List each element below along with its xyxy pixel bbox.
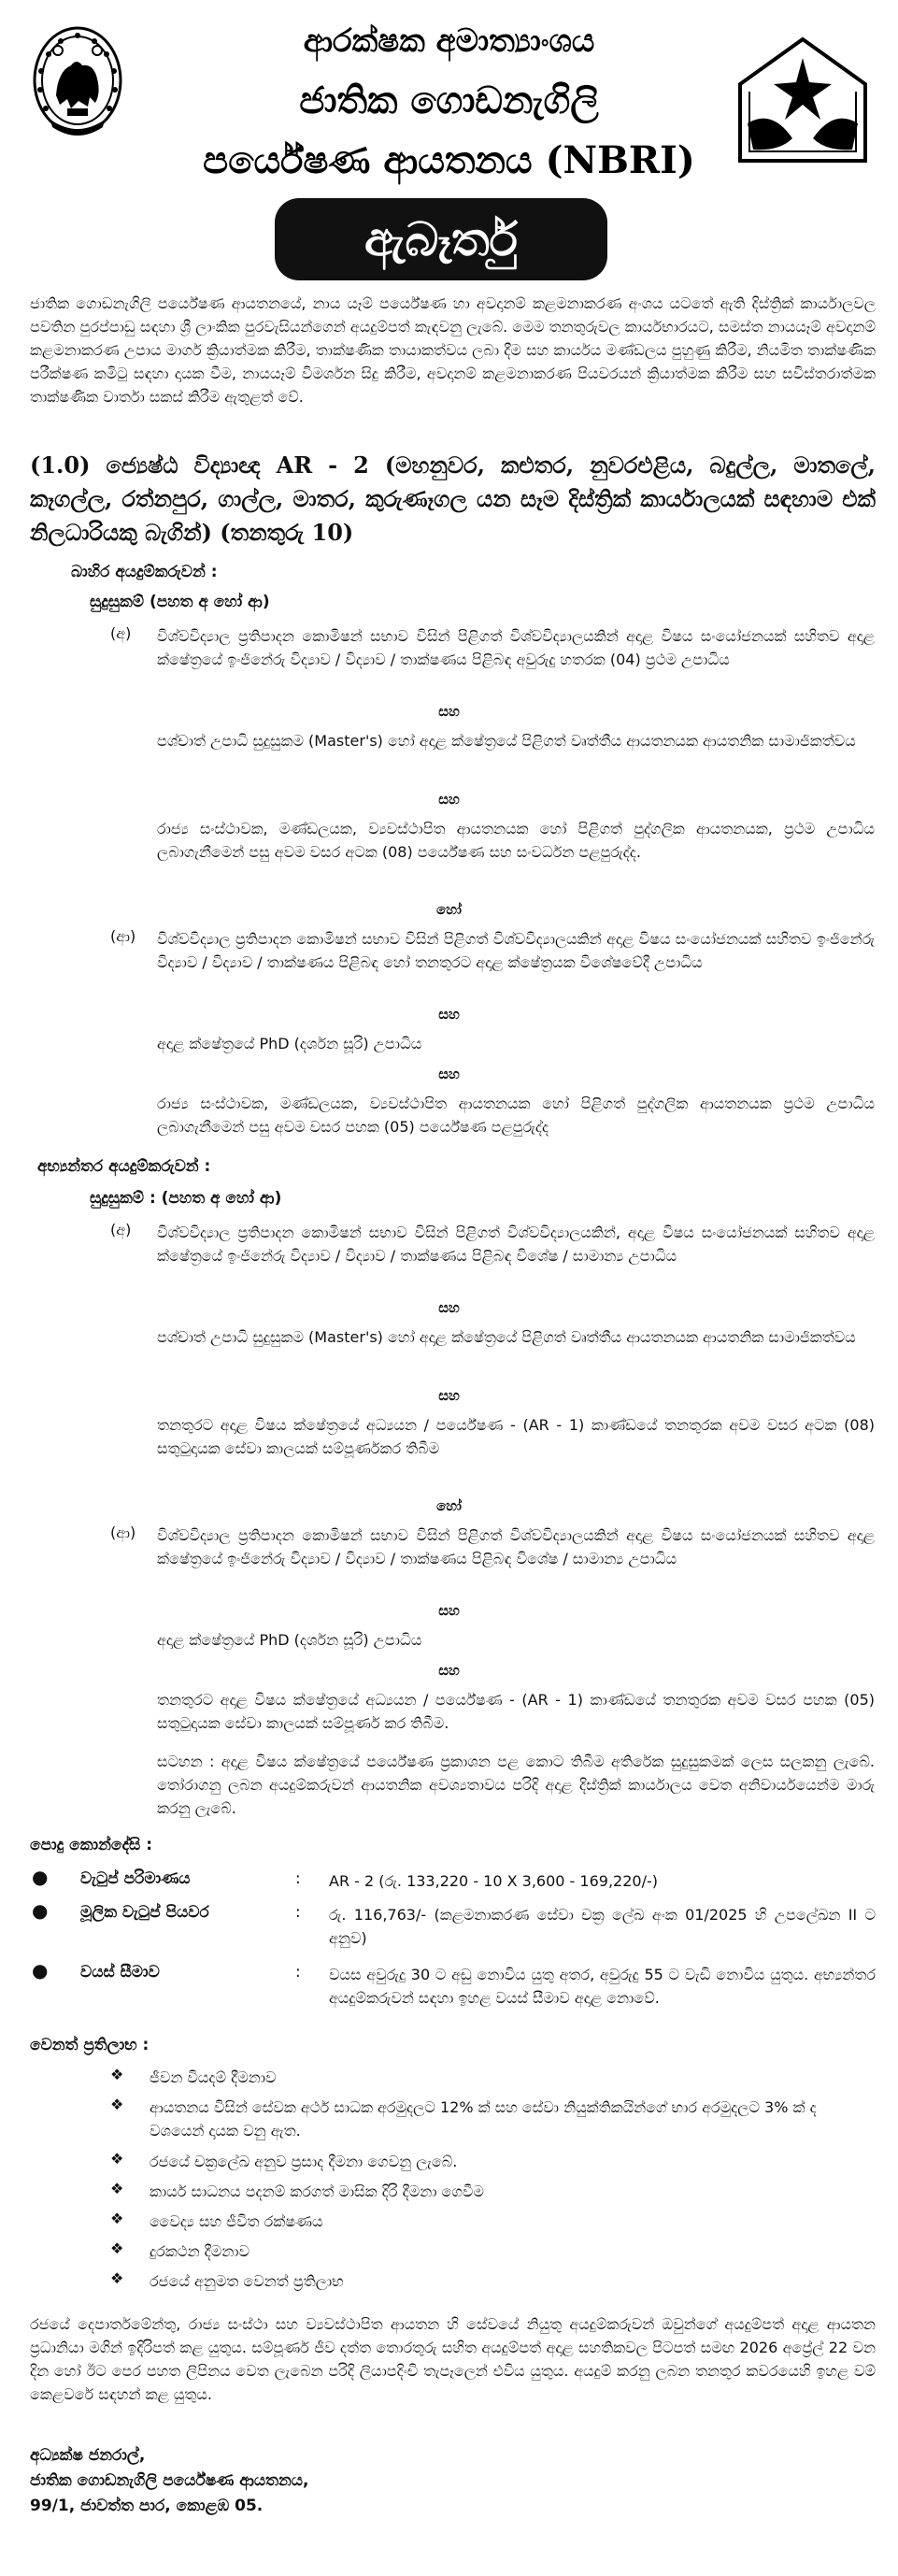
external-b2: අදාළ ක්ෂේත්‍රයේ PhD (දර්ශන සූරි) උපාධිය (157, 1035, 422, 1052)
salary-scale-label: වැටුප් පරිමාණය (80, 1869, 191, 1888)
internal-option-a-label: (අ) (110, 1221, 132, 1238)
internal-and-4: සහ (438, 1662, 460, 1679)
internal-b2: අදාළ ක්ෂේත්‍රයේ PhD (දර්ශන සූරි) උපාධිය (157, 1631, 422, 1649)
signature-title: අධ්‍යක්ෂ ජනරාල්, (30, 2446, 146, 2465)
colon: : (295, 1869, 301, 1888)
signature-address: 99/1, ජාවත්ත පාර, කොළඹ 05. (30, 2497, 264, 2515)
age-limit-label: වයස් සීමාව (80, 1963, 160, 1982)
external-applicants-heading: බාහිර අයදුම්කරුවන් : (71, 563, 218, 581)
internal-b3: තනතුරට අදාළ විෂය ක්ෂේත්‍රයේ අධ්‍යයන / පර්යේෂණ - (AR - 1) කාණ්ඩයේ තනතුරක අවම වසර පහක (05) සතුටුදායක සේවා කාලයක් සම්පූර්ණ කර තිබීම. (157, 1691, 875, 1732)
bullet-icon: ❖ (110, 2269, 124, 2287)
external-a1: විශ්වවිද්‍යාල ප්‍රතිපාදන කොමිෂන් සභාව විසින් පිළිගත් විශ්වවිද්‍යාලයකින් අදාළ විෂය සංයෝජනයක් සහිතව අදාළ ක්ෂේත්‍රයේ ඉංජිනේරු විද්‍යාව / විද්‍යාව / තාක්ෂණය පිළිබඳ අවුරුදු හතරක (04) ප්‍රථම උපාධිය (157, 627, 875, 668)
internal-a2: පශ්චාත් උපාධි සුදුසුකම (Master's) හෝ අදාළ ක්ෂේත්‍රයේ පිළිගත් වෘත්තීය ආයතනයක ආයතනික සාමාජිකත්වය (157, 1328, 856, 1346)
bullet-icon: ❖ (110, 2096, 124, 2113)
internal-and-2: සහ (438, 1387, 460, 1404)
bullet-icon: ❖ (110, 2210, 124, 2227)
external-and-4: සහ (438, 1066, 460, 1082)
external-a3: රාජ්‍ය සංස්ථාවක, මණ්ඩලයක, ව්‍යවස්ථාපිත ආයතනයක හෝ පිළිගත් පුද්ගලික ආයතනයක, ප්‍රථම උපාධිය ලබාගැනීමෙන් පසු අවම වසර අටක (08) පර්යේෂණ සහ සංවර්ධන පළපුරුද්ද. (157, 820, 875, 861)
external-qualifications-heading: සුදුසුකම් (පහත අ හෝ ආ) (90, 593, 270, 611)
external-a2: පශ්චාත් උපාධි සුදුසුකම (Master's) හෝ අදාළ ක්ෂේත්‍රයේ පිළිගත් වෘත්තීය ආයතනයක ආයතනික සාමාජිකත්වය (157, 732, 856, 750)
external-b3: රාජ්‍ය සංස්ථාවක, මණ්ඩලයක, ව්‍යවස්ථාපිත ආයතනයක හෝ පිළිගත් පුද්ගලික ආයතනයක ප්‍රථම උපාධිය ලබාගැනීමෙන් පසු අවම වසර පහක (05) පර්යේෂණ පළපුරුද්ද (157, 1095, 875, 1136)
internal-option-b-label: (ආ) (110, 1524, 136, 1541)
signature-block (30, 2443, 308, 2519)
benefit-item: ජීවන වියදම් දීමනාව (150, 2068, 277, 2086)
nbri-logo-icon (734, 34, 871, 166)
external-and-2: සහ (438, 791, 460, 808)
benefit-item: කාර්ය සාධනය පදනම් කරගත් මාසික දිරි දීමනා ගෙවීම (150, 2182, 484, 2200)
vacancies-banner: ඇබෑර්තු (275, 198, 607, 280)
internal-and-1: සහ (438, 1299, 460, 1316)
application-instructions: රජයේ දෙපාර්තමේන්තු, රාජ්‍ය සංස්ථා සහ ව්‍යවස්ථාපිත ආයතන හි සේවයේ නියුතු අයදුම්කරුවන් ඔවුන්ගේ අයදුම්පත් අදාළ ආයතන ප්‍රධානියා මගින් ඉදිරිපත් කළ යුතුය. සම්පූර්ණ ජීව දත්ත තොරතුරු සහිත අයදුම්පත් අදාළ සහතිකවල පිටපත් සමඟ 2026 අප්‍රේල් 22 වන දින හෝ ඊට පෙර පහත ලිපිනය වෙත ලැබෙන පරිදි ලියාපදිංචි තැපෑලෙන් එවිය යුතුය. අයදුම් කරනු ලබන තනතුර කවරයෙහි ඉහළ වම් කෙළවරේ සඳහන් කළ යුතුය. (30, 2315, 876, 2403)
external-option-b-label: (ආ) (110, 927, 136, 945)
general-conditions-heading: පොදු කොන්දේසි : (30, 1836, 152, 1854)
initial-salary-value: රු. 116,763/- (කළමනාකරණ සේවා චක්‍ර ලේඛ අංක 01/2025 හි උපලේඛන II ට අනුව) (329, 1906, 876, 1947)
bullet-icon: ❖ (110, 2180, 124, 2197)
internal-b1: විශ්වවිද්‍යාල ප්‍රතිපාදන කොමිෂන් සභාව විසින් පිළිගත් විශ්වවිද්‍යාලයකින් අදාළ විෂය සංයෝජනයක් සහිතව අදාළ ක්ෂේත්‍රයේ ඉංජිනේරු විද්‍යාව / විද්‍යාව / තාක්ෂණය පිළිබඳ විශේෂ / සාමාන්‍ය උපාධිය (157, 1526, 875, 1567)
benefit-item: දුරකථන දීමනාව (150, 2242, 250, 2260)
benefits-heading: වෙනත් ප්‍රතිලාභ : (30, 2036, 150, 2054)
external-b1: විශ්වවිද්‍යාල ප්‍රතිපාදන කොමිෂන් සභාව විසින් පිළිගත් විශ්වවිද්‍යාලයකින් අදාළ විෂය සංයෝජනයක් සහිතව ඉංජිනේරු විද්‍යාව / විද්‍යාව / තාක්ෂණය පිළිබඳ හෝ තනතුරට අදාළ ක්ෂේත්‍රයක විශේෂවේදී උපාධිය (157, 930, 875, 971)
header (0, 0, 898, 280)
institute-title-line2: පර්යේෂණ ආයතනය (NBRI) (203, 138, 695, 182)
colon: : (295, 1903, 301, 1922)
external-and-1: සහ (438, 703, 460, 720)
post-heading: (1.0) ජ්‍යෙෂ්ඨ විද්‍යාඥ AR - 2 (මහනුවර, කළුතර, නුවරඑළිය, බදුල්ල, මාතලේ, කෑගල්ල, රත්නපුර, ගාල්ල, මාතර, කුරුණෑගල යන සෑම දිස්ත්‍රික් කාර්යාලයක් සඳහාම එක් නිලධාරියකු බැගින්) (තනතුරු 10) (30, 451, 876, 546)
external-and-3: සහ (438, 1006, 460, 1023)
benefit-item: රජයේ චක්‍රලේඛ අනුව ප්‍රසාද දීමනා ගෙවනු ලැබේ. (150, 2153, 458, 2170)
benefit-item: රජයේ අනුමත වෙනත් ප්‍රතිලාභ (150, 2272, 344, 2290)
initial-salary-label: මූලික වැටුප් පියවර (80, 1903, 209, 1922)
ministry-title: ආරක්ෂක අමාත්‍යාංශය (303, 22, 595, 60)
benefit-item: වෛද්‍ය සහ ජීවිත රක්ෂණය (150, 2212, 323, 2230)
internal-note: සටහන : අදාළ විෂය ක්ෂේත්‍රයේ පර්යේෂණ ප්‍රකාශන පළ කොට තිබීම අතිරේක සුදුසුකමක් ලෙස සලකනු ලැබේ. තෝරාගනු ලබන අයදුම්කරුවන් ආයතනික අවශ්‍යතාවය පරිදි අදාළ දිස්ත්‍රික් කාර්යාලය වෙත අනිවාර්යයෙන්ම මාරු කරනු ලැබේ. (157, 1753, 875, 1817)
external-option-a-label: (අ) (110, 624, 132, 642)
colon: : (295, 1963, 301, 1982)
bullet-icon: ❖ (110, 2240, 124, 2257)
bullet-icon: ● (32, 1899, 49, 1922)
external-or-1: හෝ (436, 901, 462, 918)
internal-qualifications-heading: සුදුසුකම් : (පහත අ හෝ ආ) (90, 1189, 282, 1208)
age-limit-value: වයස අවුරුදු 30 ට අඩු නොවිය යුතු අතර, අවුරුදු 55 ට වැඩි නොවිය යුතුය. අභ්‍යන්තර අයදුම්කරුවන් සඳහා ඉහළ වයස් සීමාව අදාළ නොවේ. (329, 1966, 876, 2007)
institute-title-line1: ජාතික ගොඩනැගිලි (299, 79, 599, 122)
bullet-icon: ● (32, 1866, 49, 1888)
signature-institute: ජාතික ගොඩනැගිලි පර්යේෂණ ආයතනය, (30, 2471, 309, 2490)
intro-paragraph: ජාතික ගොඩනැගිලි පර්යේෂණ ආයතනයේ, නාය යෑම් පර්යේෂණ හා අවදානම් කළමනාකරණ අංශය යටතේ ඇති දිස්ත්‍රික් කාර්යාලවල පවතින පුරප්පාඩු සඳහා ශ්‍රී ලාංකික පුරවැසියන්ගෙන් අයදුම්පත් කැඳවනු ලැබේ. මෙම තනතුරුවල කාර්යභාරයට, සමස්ත නායයෑම් අවදානම් කළමනාකරණ උපාය මාර්ග ක්‍රියාත්මක කිරීම, තාක්ෂණික තායාකත්වය ලබා දීම සහ කාර්යය මණ්ඩලය පුහුණු කිරීම, නියමිත තාක්ෂණික පරීක්ෂණ කමිටු සඳහා දායක වීම, නායයෑම් විමර්ශන සිදු කිරීම, අවදානම් කළමනාකරණ පියවරයන් ක්‍රියාත්මක කිරීම සහ සවිස්තරාත්මක තාක්ෂණික වාර්තා සකස් කිරීම ඇතුළත් වේ. (30, 294, 876, 406)
internal-applicants-heading: අභ්‍යන්තර අයදුම්කරුවන් : (37, 1157, 211, 1176)
benefit-item: ආයතනය විසින් සේවක අර්ථ සාධක අරමුදලට 12% ක් සහ සේවා නියුක්තිකයින්ගේ භාර අරමුදලට 3% ක් ද වශයෙන් දායක වනු ඇත. (150, 2098, 817, 2140)
internal-and-3: සහ (438, 1602, 460, 1619)
bullet-icon: ● (32, 1959, 49, 1982)
bullet-icon: ❖ (110, 2066, 124, 2083)
salary-scale-value: AR - 2 (රු. 133,220 - 10 X 3,600 - 169,220/-) (329, 1872, 658, 1890)
internal-a1: විශ්වවිද්‍යාල ප්‍රතිපාදන කොමිෂන් සභාව විසින් පිළිගත් විශ්වවිද්‍යාලයකින්, අදාළ විෂය සංයෝජනයක් සහිතව අදාළ ක්ෂේත්‍රයේ ඉංජිනේරු විද්‍යාව / විද්‍යාව / තාක්ෂණය පිළිබඳ විශේෂ / සාමාන්‍ය උපාධිය (157, 1224, 875, 1265)
internal-or-1: හෝ (436, 1497, 462, 1514)
internal-a3: තනතුරට අදාළ විෂය ක්ෂේත්‍රයේ අධ්‍යයන / පර්යේෂණ - (AR - 1) කාණ්ඩයේ තනතුරක අවම වසර අටක (08) සතුටුදායක සේවා කාලයක් සම්පූර්ණකර තිබීම (157, 1416, 875, 1457)
bullet-icon: ❖ (110, 2150, 124, 2168)
